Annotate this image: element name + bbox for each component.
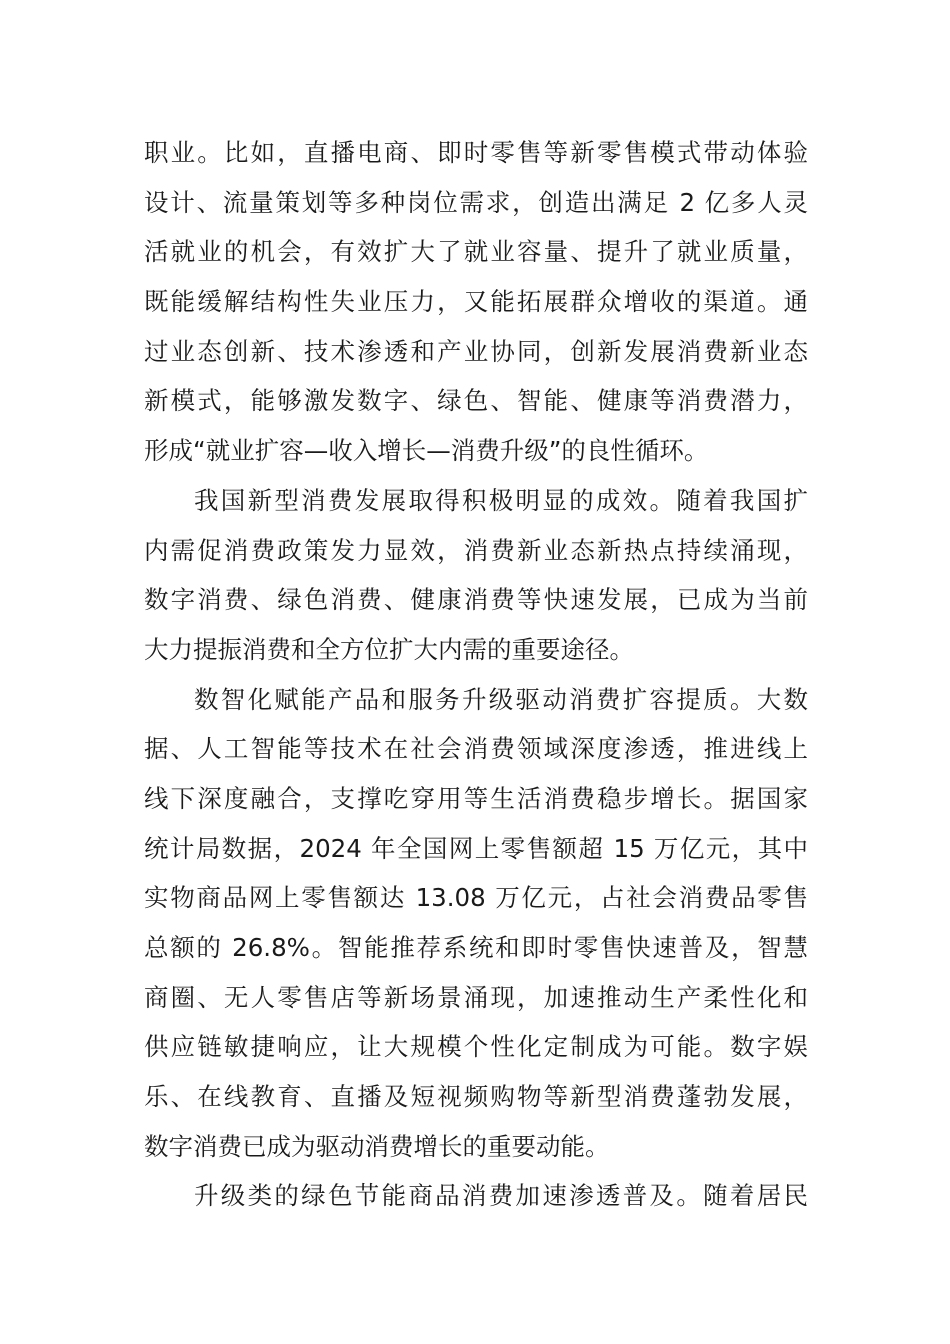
text-line: 职业。比如，直播电商、即时零售等新零售模式带动体验 (144, 138, 808, 167)
text-line: 设计、流量策划等多种岗位需求，创造出满足 2 亿多人灵 (144, 187, 808, 217)
text-line: 我国新型消费发展取得积极明显的成效。随着我国扩 (194, 485, 808, 515)
text-line: 活就业的机会，有效扩大了就业容量、提升了就业质量， (144, 237, 808, 267)
text-line: 既能缓解结构性失业压力，又能拓展群众增收的渠道。通 (144, 287, 808, 317)
paragraph-3 (144, 675, 808, 1172)
paragraph-2 (144, 476, 808, 675)
text-line: 统计局数据，2024 年全国网上零售额超 15 万亿元，其中 (144, 833, 808, 863)
text-line: 据、人工智能等技术在社会消费领域深度渗透，推进线上 (144, 734, 808, 764)
text-line: 乐、在线教育、直播及短视频购物等新型消费蓬勃发展， (144, 1082, 808, 1112)
text-line: 大力提振消费和全方位扩大内需的重要途径。 (144, 634, 634, 664)
text-line: 内需促消费政策发力显效，消费新业态新热点持续涌现， (144, 535, 808, 565)
text-line: 供应链敏捷响应，让大规模个性化定制成为可能。数字娱 (144, 1032, 808, 1062)
paragraph-1 (144, 128, 808, 476)
text-line: 升级类的绿色节能商品消费加速渗透普及。随着居民 (194, 1181, 808, 1211)
text-line: 数智化赋能产品和服务升级驱动消费扩容提质。大数 (194, 684, 808, 714)
text-line: 数字消费已成为驱动消费增长的重要动能。 (144, 1131, 610, 1161)
text-line: 实物商品网上零售额达 13.08 万亿元，占社会消费品零售 (144, 883, 808, 913)
text-line: 商圈、无人零售店等新场景涌现，加速推动生产柔性化和 (144, 982, 808, 1012)
document-body (144, 128, 808, 1221)
paragraph-4 (144, 1171, 808, 1221)
text-line: 新模式，能够激发数字、绿色、智能、健康等消费潜力， (144, 386, 808, 416)
text-line: 总额的 26.8%。智能推荐系统和即时零售快速普及，智慧 (144, 933, 808, 962)
text-line: 线下深度融合，支撑吃穿用等生活消费稳步增长。据国家 (144, 783, 808, 813)
text-line: 数字消费、绿色消费、健康消费等快速发展，已成为当前 (144, 585, 808, 615)
text-line: 形成“就业扩容—收入增长—消费升级”的良性循环。 (144, 436, 709, 466)
text-line: 过业态创新、技术渗透和产业协同，创新发展消费新业态 (144, 336, 808, 366)
